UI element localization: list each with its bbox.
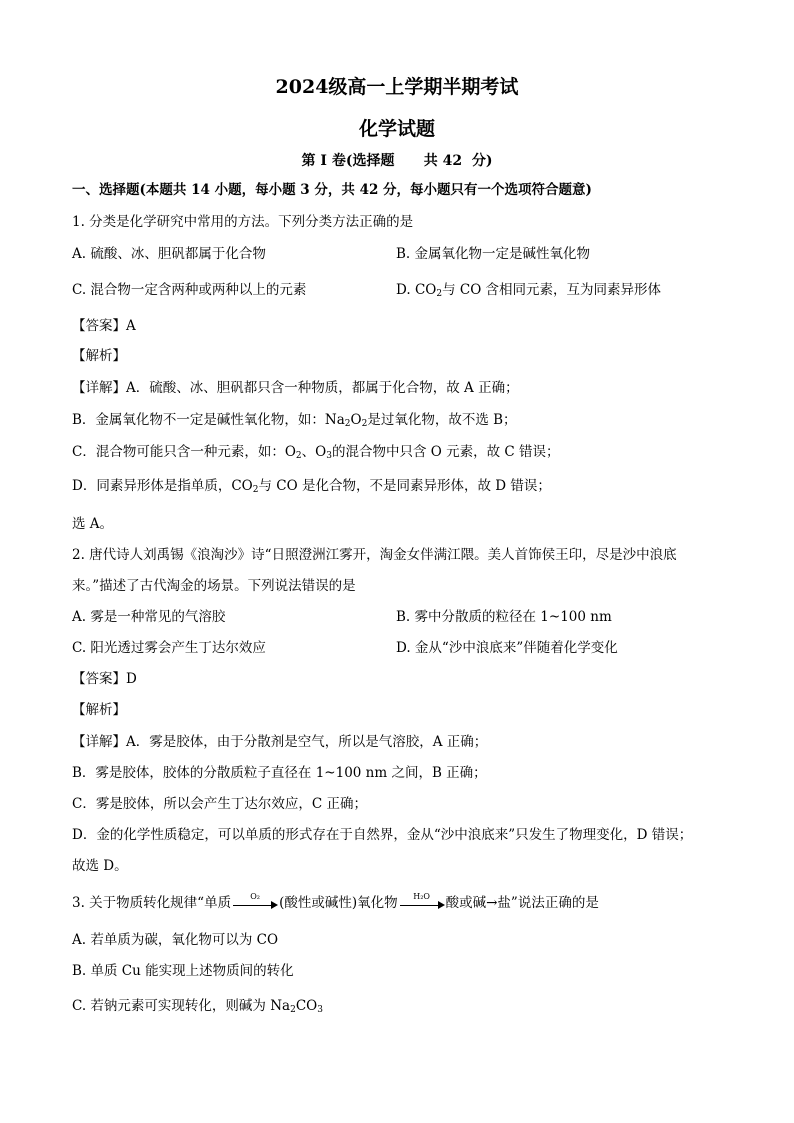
q1-detail-b: B．金属氧化物不一定是碱性氧化物，如：$Na_2O_2$是过氧化物，故不选 B； [72,412,517,429]
q1-option-b: B. 金属氧化物一定是碱性氧化物 [396,246,591,262]
q3-option-c: C. 若钠元素可实现转化，则碱为 $Na_2CO_3$ [72,998,323,1015]
q2-stem-line2: 来。”描述了古代淘金的场景。下列说法错误的是 [72,578,356,594]
exam-title: 2024级高一上学期半期考试 [275,76,519,98]
q1-detail-a: 【详解】A．硫酸、冰、胆矾都只含一种物质，都属于化合物，故 A 正确； [72,380,519,396]
q2-conclusion: 故选 D。 [72,858,128,874]
section-title: 第 I 卷(选择题 共 42 分) [301,153,493,169]
q2-option-a: A. 雾是一种常见的气溶胶 [72,609,226,625]
q2-detail-c: C．雾是胶体，所以会产生丁达尔效应，C 正确； [72,796,367,812]
q1-option-a: A. 硫酸、冰、胆矾都属于化合物 [72,246,266,262]
q2-option-c: C. 阳光透过雾会产生丁达尔效应 [72,640,266,656]
reaction-arrow-h2o: H₂O [400,897,444,911]
q1-option-c: C. 混合物一定含两种或两种以上的元素 [72,282,307,298]
q1-option-d: D. $CO_2$与 CO 含相同元素，互为同素异形体 [396,282,662,299]
q1-conclusion: 选 A。 [72,516,114,532]
reaction-arrow-o2: O₂ [233,897,277,911]
q1-analysis-label: 【解析】 [72,348,126,364]
q2-detail-d: D．金的化学性质稳定，可以单质的形式存在于自然界，金从“沙中浪底来”只发生了物理变化，D 错误； [72,827,693,843]
part1-heading: 一、选择题(本题共 14 小题，每小题 3 分，共 42 分，每小题只有一个选项符合题意) [72,182,592,198]
q1-stem: 1. 分类是化学研究中常用的方法。下列分类方法正确的是 [72,214,414,230]
subject-title: 化学试题 [358,118,435,140]
q1-detail-c: C．混合物可能只含一种元素，如：$O_2$、$O_3$的混合物中只含 O 元素，故 C 错误； [72,444,560,461]
q2-option-d: D. 金从“沙中浪底来”伴随着化学变化 [396,640,618,656]
q1-answer: 【答案】A [72,318,136,334]
q2-option-b: B. 雾中分散质的粒径在 1~100 nm [396,609,612,625]
q2-detail-b: B．雾是胶体，胶体的分散质粒子直径在 1~100 nm 之间，B 正确； [72,765,487,781]
q3-stem: 3. 关于物质转化规律“单质 O₂ (酸性或碱性)氧化物 H₂O 酸或碱→盐”说法正确的是 [72,891,599,911]
q2-stem-line1: 2. 唐代诗人刘禹锡《浪淘沙》诗“日照澄洲江雾开，淘金女伴满江隈。美人首饰侯王印，尽是沙中浪底 [72,547,677,563]
q2-detail-a: 【详解】A．雾是胶体，由于分散剂是空气，所以是气溶胶，A 正确； [72,734,488,750]
q3-option-a: A. 若单质为碳，氧化物可以为 CO [72,932,279,948]
q3-option-b: B. 单质 Cu 能实现上述物质间的转化 [72,963,294,979]
q2-analysis-label: 【解析】 [72,702,126,718]
q2-answer: 【答案】D [72,671,137,687]
q1-detail-d: D．同素异形体是指单质，$CO_2$与 CO 是化合物，不是同素异形体，故 D 错误； [72,478,551,495]
